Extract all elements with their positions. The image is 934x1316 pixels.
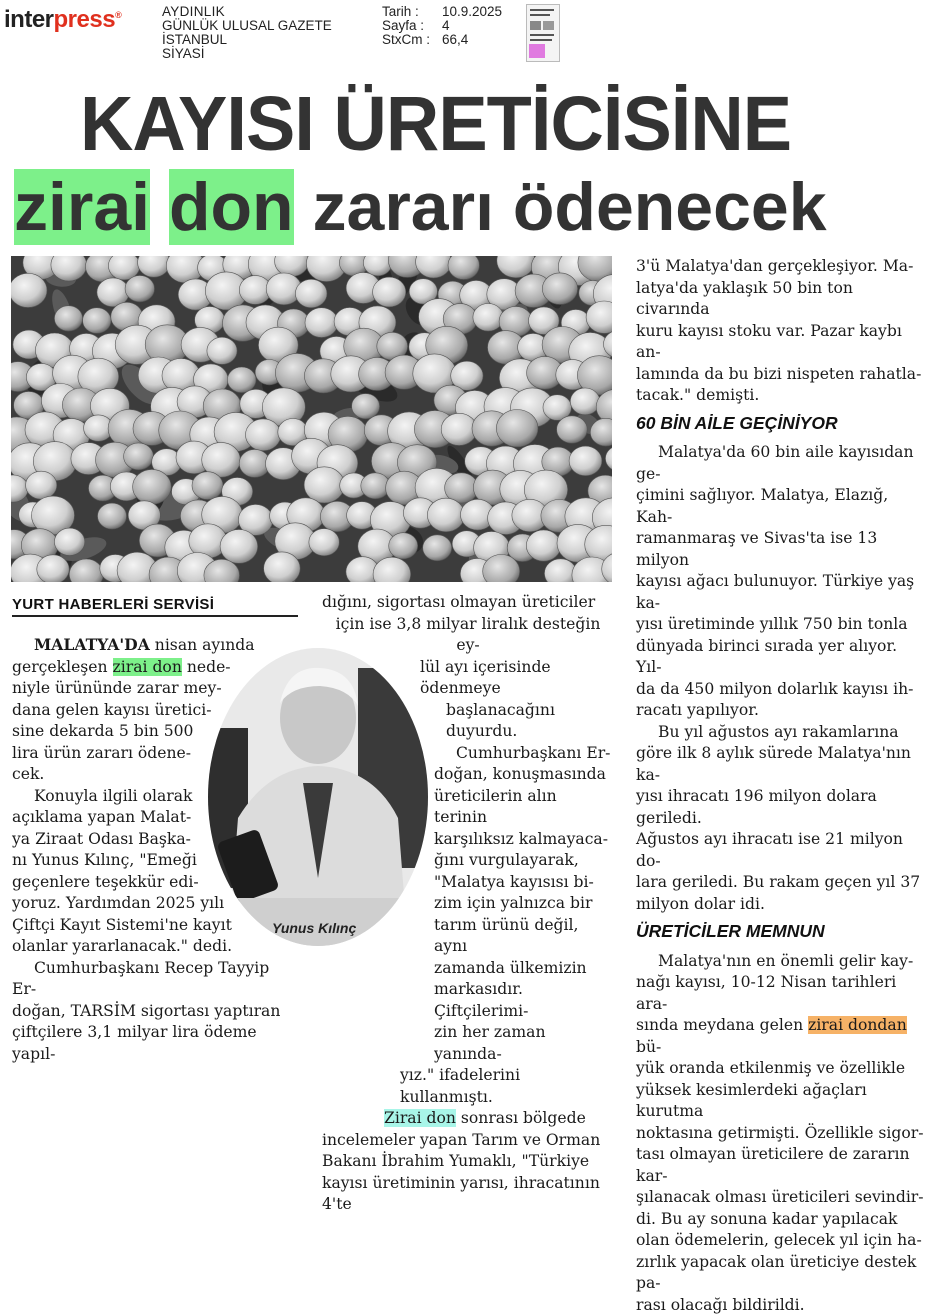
apricot <box>309 529 339 556</box>
apricot <box>192 472 223 500</box>
apricot <box>304 467 344 503</box>
publication-info <box>162 5 332 61</box>
apricot <box>11 273 47 307</box>
article-column-2: dığını, sigortası olmayan üreticiler için ise 3,8 milyar liralık desteğin ey- lül ayı içerisinde ödenmeye başlanacağını duyurdu. Cumhurbaşkanı Er- doğan, konuşmasında üreticilerin alın terinin karşılıksız kalmayaca- ğını vurgulayarak, "Malatya kayısısı bi- zim için yalnızca bir tarım ürünü değil, aynı zamanda ülkemizin markasıdır. Çiftçilerimi- zin her zaman yanında- yız." ifadelerini kullanmıştı. Zirai don sonrası bölgede incelemeler yapan Tarım ve Orman Bakanı İbrahim Yumaklı, "Türkiye kayısı üretiminin yarısı, ihracatının 4'te <box>322 593 611 1213</box>
headline-line1: KAYISI ÜRETİCİSİNE <box>80 81 792 167</box>
headline-rest: zararı ödenecek <box>312 169 827 245</box>
apricot <box>26 471 57 499</box>
interpress-logo: interpress® <box>4 6 122 33</box>
publication-type: GÜNLÜK ULUSAL GAZETE <box>162 18 332 33</box>
apricot-photo <box>11 256 612 582</box>
byline-divider <box>12 615 298 617</box>
stx-label: StxCm : <box>382 32 431 47</box>
apricot <box>246 419 281 451</box>
apricot <box>542 273 577 305</box>
apricot <box>557 416 588 443</box>
date-value: 10.9.2025 <box>442 4 503 19</box>
apricot <box>427 498 464 532</box>
apricot <box>227 367 256 393</box>
apricot <box>98 503 127 529</box>
apricot <box>125 276 154 302</box>
apricot <box>220 530 258 564</box>
headline-highlight-don: don <box>168 169 294 245</box>
apricot <box>124 443 154 470</box>
apricot <box>207 337 237 364</box>
article-column-1: MALATYA'DA nisan ayında gerçekleşen zirai don nede- niyle ürününde zarar mey- dana gelen kayısı üretici- sine dekarda 5 bin 500 lira ürün zararı ödene- cek. Konuyla ilgili olarak açıklama yapan Malat- ya Ziraat Odası Başka- nı Yunus Kılınç, "Emeği geçenlere teşekkür edi- yoruz. Yardımdan 2025 yılı Çiftçi Kayıt Sistemi'ne kayıt olanlar yararlanacak." dedi. Cumhurbaşkanı Recep Tayyip Er- doğan, TARSİM sigortası yaptıran çiftçilere 3,1 milyar lira ödeme yapıl- <box>12 635 281 1063</box>
stx-value: 66,4 <box>442 32 469 47</box>
apricot <box>473 304 504 332</box>
apricot <box>569 446 602 476</box>
date-label: Tarih : <box>382 4 419 19</box>
page-label: Sayfa : <box>382 18 425 33</box>
clip-meta-labels <box>382 5 430 47</box>
headline-highlight-zirai: zirai <box>14 169 151 245</box>
page-value: 4 <box>442 18 450 33</box>
highlight-zirai-dondan: zirai dondan <box>808 1016 907 1034</box>
apricot <box>389 533 418 559</box>
apricot <box>37 555 69 582</box>
publication-section: SİYASİ <box>162 46 205 61</box>
apricot <box>496 410 538 447</box>
apricot <box>83 308 111 334</box>
page-thumbnail[interactable] <box>526 4 560 62</box>
lead-dateline: MALATYA'DA <box>34 635 150 654</box>
apricot <box>305 308 338 338</box>
apricot <box>133 469 172 504</box>
headline-line2 <box>14 170 827 244</box>
apricots-illustration <box>11 256 612 582</box>
byline: YURT HABERLERİ SERVİSİ <box>12 596 215 613</box>
apricot <box>423 535 452 561</box>
apricot <box>264 552 301 582</box>
clip-meta-values <box>442 5 502 47</box>
subheading-ureticiler-memnun: ÜRETİCİLER MEMNUN <box>636 921 825 941</box>
apricot <box>352 394 380 419</box>
apricot <box>54 306 82 331</box>
apricot <box>54 528 84 555</box>
apricot <box>295 279 327 307</box>
highlight-zirai-don-2: Zirai don <box>384 1109 456 1127</box>
apricot <box>570 388 600 415</box>
subheading-60-bin-aile: 60 BİN AİLE GEÇİNİYOR <box>636 412 838 433</box>
apricot <box>441 413 477 445</box>
portrait-caption: Yunus Kılınç <box>272 920 357 936</box>
apricot <box>526 530 561 561</box>
article-column-3: 3'ü Malatya'dan gerçekleşiyor. Ma- latya'da yaklaşık 50 bin ton civarında kuru kayısı stoku var. Pazar kaybı an- lamında da bu bizi nispeten rahatla- tacak." demişti. 60 BİN AİLE GEÇİNİYOR Malatya'da 60 bin aile kayısıdan ge- çimini sağlıyor. Malatya, Elazığ, Kah- ramanmaraş ve Sivas'ta ise 13 milyon kayısı ağacı bulunuyor. Türkiye yaş ka- yısı üretiminde yıllık 750 bin tonla dünyada birinci sırada yer alıyor. Yıl- da da 450 milyon dolarlık kayısı ih- racatı yapılıyor. Bu yıl ağustos ayı rakamlarına göre ilk 8 aylık sürede Malatya'nın ka- yısı ihracatı 196 milyon dolara geriledi. Ağustos ayı ihracatı ise 21 milyon do- lara geriledi. Bu rakam geçen yıl 37 milyon dolar idi. ÜRETİCİLER MEMNUN Malatya'nın en önemli gelir kay- nağı kayısı, 10-12 Nisan tarihleri ara- sında meydana gelen zirai dondan bü- yük oranda etkilenmiş ve özellikle yüksek kesimlerdeki ağaçları kurutma noktasına getirmişti. Özellikle sigor- tası olmayan üreticilere de zararın kar- şılanacak olması üreticileri sevindir- di. Bu ay sonuna kadar yapılacak olan ödemelerin, gelecek yıl için ha- zırlık yapacak olan üreticiye destek pa- rası olacağı bildirildi. <box>636 256 926 1316</box>
publication-name: AYDINLIK <box>162 4 225 19</box>
highlight-zirai-don-1: zirai don <box>112 657 182 676</box>
publication-city: İSTANBUL <box>162 32 228 47</box>
apricot <box>373 277 406 307</box>
